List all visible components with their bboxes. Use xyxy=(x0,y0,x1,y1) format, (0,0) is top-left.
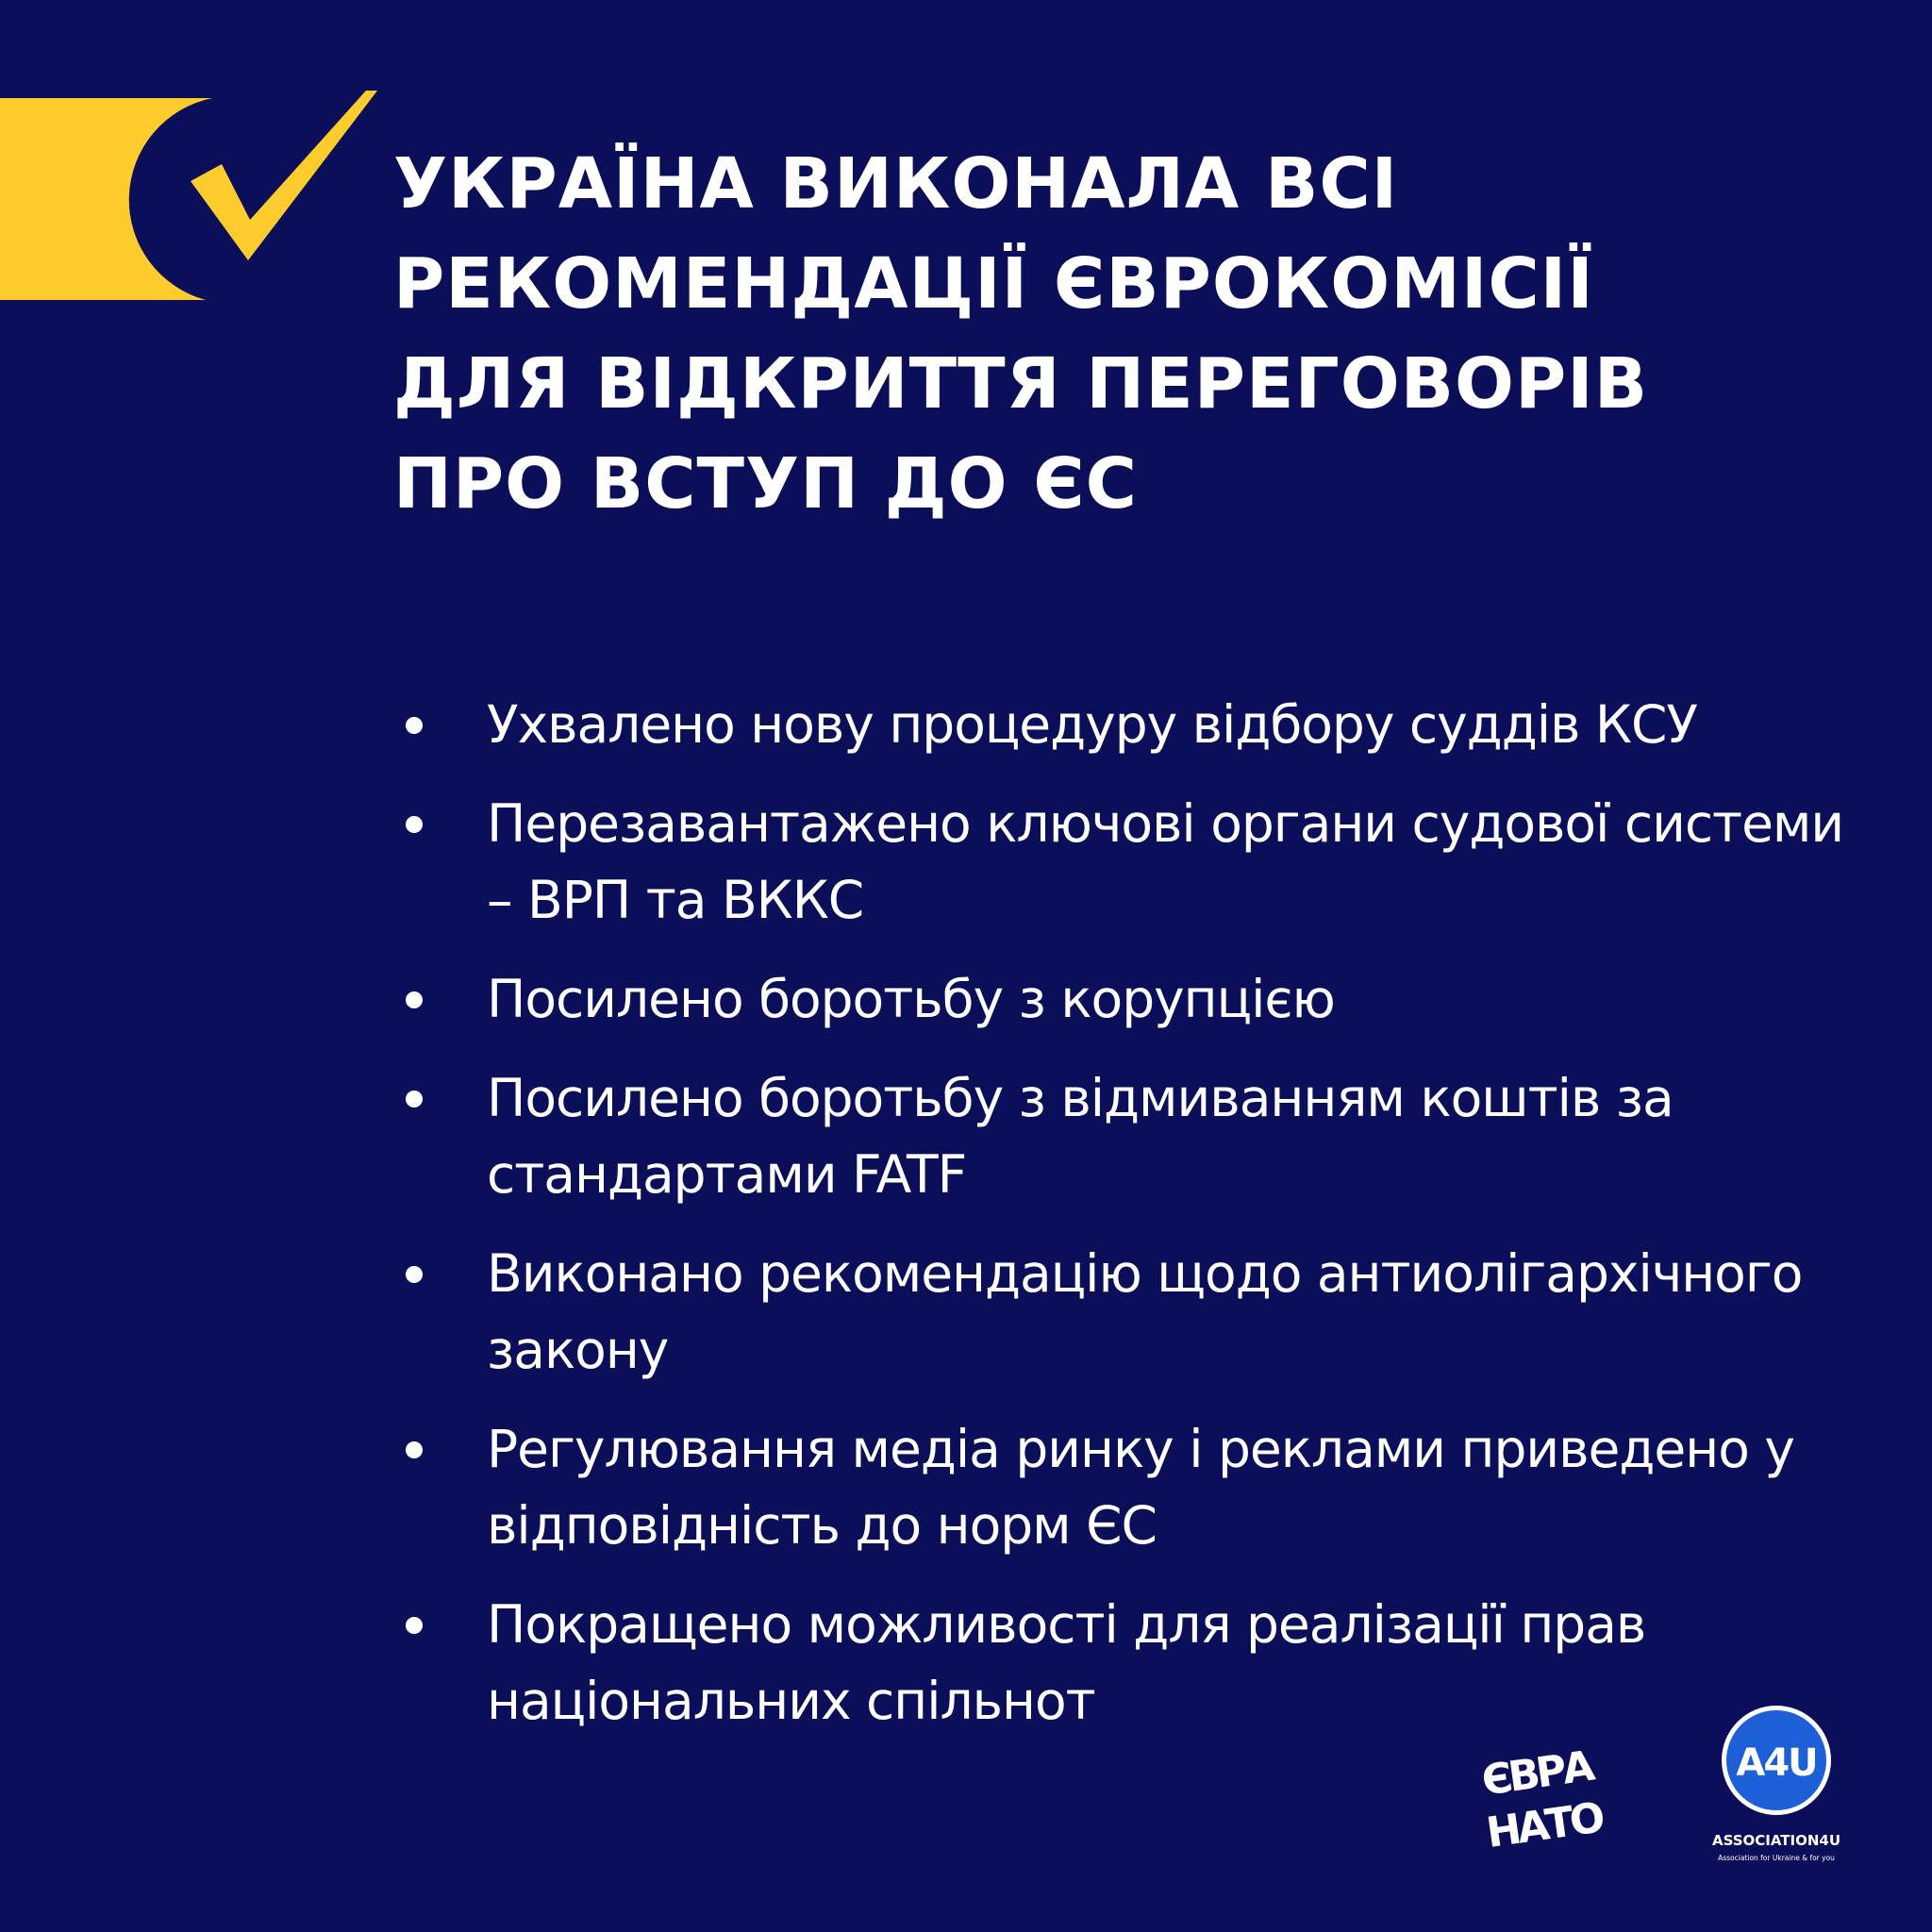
list-item xyxy=(396,961,1868,1038)
bullet-dot-icon xyxy=(406,991,423,1008)
list-item-text: Регулювання медіа ринку і реклами приведено у відповідність до норм ЄС xyxy=(487,1419,1794,1556)
list-item-text: Посилено боротьбу з корупцією xyxy=(487,969,1335,1029)
headline-line: ПРО ВСТУП ДО ЄС xyxy=(393,443,1138,525)
list-item xyxy=(396,1587,1868,1740)
list-item xyxy=(396,687,1868,763)
a4u-name: ASSOCIATION4U xyxy=(1711,1832,1841,1849)
a4u-tagline: Association for Ukraine & for you xyxy=(1718,1854,1835,1862)
ewa-nato-logo-line2: НАТО xyxy=(1483,1793,1605,1858)
list-item xyxy=(396,1060,1868,1213)
ewa-nato-logo-line1: ЄВРА xyxy=(1478,1742,1594,1806)
bullet-dot-icon xyxy=(406,1091,423,1108)
list-item-text: Виконано рекомендацію щодо антиолігархічного закону xyxy=(487,1243,1803,1380)
yellow-crescent xyxy=(0,98,212,300)
list-item-text: Ухвалено нову процедуру відбору суддів КСУ xyxy=(487,694,1697,755)
bullet-dot-icon xyxy=(406,1441,423,1458)
checkmark-icon xyxy=(191,91,377,260)
bullet-dot-icon xyxy=(406,816,423,833)
list-item-text: Перезавантажено ключові органи судової системи – ВРП та ВККС xyxy=(487,793,1844,930)
headline-line: УКРАЇНА ВИКОНАЛА ВСІ xyxy=(393,143,1399,225)
ewa-nato-logo xyxy=(1476,1728,1608,1860)
recommendations-list xyxy=(396,687,1868,1762)
list-item xyxy=(396,786,1868,939)
bullet-dot-icon xyxy=(406,1266,423,1283)
headline xyxy=(393,134,1865,534)
association4u-logo xyxy=(1696,1704,1857,1874)
list-item xyxy=(396,1236,1868,1389)
headline-line: РЕКОМЕНДАЦІЇ ЄВРОКОМІСІЇ xyxy=(393,243,1594,325)
list-item xyxy=(396,1411,1868,1564)
checkmark-emblem xyxy=(0,83,387,309)
a4u-badge-text: A4U xyxy=(1736,1741,1817,1785)
list-item-text: Покращено можливості для реалізації прав національних спільнот xyxy=(487,1594,1646,1731)
headline-line: ДЛЯ ВІДКРИТТЯ ПЕРЕГОВОРІВ xyxy=(393,343,1649,425)
bullet-dot-icon xyxy=(406,1617,423,1634)
bullet-dot-icon xyxy=(406,717,423,734)
list-item-text: Посилено боротьбу з відмиванням коштів за стандартами FATF xyxy=(487,1068,1674,1205)
